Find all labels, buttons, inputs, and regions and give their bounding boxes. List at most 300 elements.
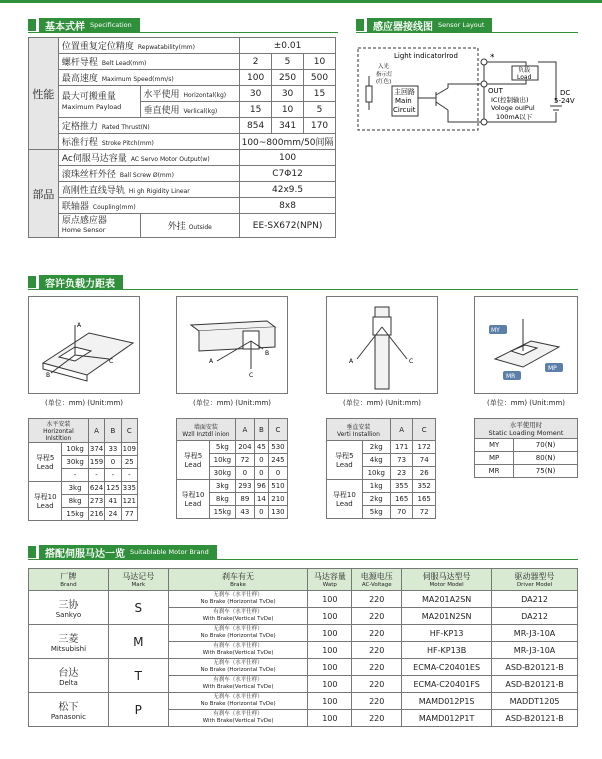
row-label — [58, 214, 140, 238]
row-label — [58, 118, 239, 134]
motor-table — [28, 568, 578, 727]
row-label — [58, 54, 239, 70]
header-rule — [28, 32, 338, 33]
table-row — [29, 693, 578, 710]
unit-note: (单位：mm) (Unit:mm) — [342, 399, 422, 407]
row-label — [58, 134, 239, 150]
parts-group-label: 部品 — [29, 150, 59, 238]
mr-label: MR — [506, 373, 516, 380]
cell: MAMD012P1T — [402, 710, 492, 727]
row-label-zh: 标准行程 — [61, 138, 98, 148]
motor-title-en: Suitablable Motor Brand — [130, 548, 209, 556]
head-en: Wzll Inztdl inion — [182, 430, 230, 438]
table-row — [475, 452, 578, 465]
cell: 26 — [413, 467, 436, 480]
cell: 220 — [352, 608, 402, 625]
col-zh: 刹车有无 — [222, 572, 255, 581]
spec-title — [39, 18, 140, 32]
col-en: AC-Voltage — [361, 582, 392, 588]
table-row — [177, 480, 288, 493]
cell: 159 — [88, 456, 104, 469]
table-row — [29, 443, 138, 456]
row-label-zh: 最大可搬重量 — [61, 91, 116, 102]
dc-label: DC — [560, 89, 571, 97]
cell: 170 — [304, 118, 336, 134]
brand-en: Panasonic — [50, 713, 86, 721]
cell: - — [88, 469, 104, 482]
terminal-gnd-icon — [481, 119, 487, 125]
ic-limit: 100mA以下 — [496, 113, 533, 121]
table-row — [29, 150, 336, 166]
table-row — [29, 198, 336, 214]
head-zh: 水平使用时 — [509, 421, 543, 429]
brake-en: With Brake(Vertical TvDe) — [202, 718, 274, 724]
out-label: OUT — [488, 87, 503, 95]
table-row — [29, 134, 336, 150]
cell: 121 — [121, 495, 137, 508]
mark-cell: S — [108, 591, 168, 625]
table-row — [29, 625, 578, 642]
table-head — [475, 419, 578, 439]
cell: HF-KP13 — [402, 625, 492, 642]
cell: 45 — [254, 441, 268, 454]
sub-label — [140, 86, 240, 102]
lead-zh: 导程10 — [33, 493, 57, 501]
main-circuit-en2: Circuit — [393, 106, 416, 114]
cell: MP — [475, 452, 514, 465]
table-row — [29, 591, 578, 608]
horizontal-install-diagram — [29, 297, 139, 393]
row-label — [58, 38, 239, 54]
cell: MA201N2SN — [402, 608, 492, 625]
col-zh: 厂牌 — [60, 572, 77, 581]
cell: 2kg — [362, 441, 390, 454]
wall-load-table — [176, 418, 288, 519]
cell: 100 — [308, 642, 352, 659]
cell: 10kg — [362, 467, 390, 480]
sub-label-en: Verlical(kg) — [183, 108, 218, 115]
row-value: ±0.01 — [240, 38, 336, 54]
cell: 854 — [240, 118, 272, 134]
brand-zh: 三菱 — [58, 634, 79, 645]
table-row — [475, 439, 578, 452]
cell: 74 — [413, 454, 436, 467]
cell: 3kg — [62, 482, 89, 495]
cell: 165 — [413, 493, 436, 506]
table-row — [29, 659, 578, 676]
brake-cell — [168, 676, 308, 693]
brake-en: With Brake(Vertical TvDe) — [202, 684, 274, 690]
transistor-icon — [418, 84, 484, 122]
row-label-en: Coupling(mm) — [92, 204, 136, 211]
cell: 30kg — [209, 467, 235, 480]
cell: 70(N) — [514, 439, 578, 452]
lead-en: Lead — [36, 463, 54, 471]
sub-label-zh: 水平使用 — [143, 90, 180, 100]
cell: 100 — [308, 625, 352, 642]
lead-zh: 导程5 — [335, 452, 354, 460]
brake-en: No Brake (Horizontal TvDe) — [200, 667, 276, 673]
lead-en: Lead — [184, 461, 202, 469]
head-en: Static Loading Moment — [488, 429, 564, 437]
row-value: C7Φ12 — [240, 166, 336, 182]
brand-cell — [29, 693, 109, 727]
motor-section-header — [28, 544, 578, 560]
cell: 10 — [272, 102, 304, 118]
cell: 100 — [308, 676, 352, 693]
cell: 5kg — [209, 441, 235, 454]
cell: - — [62, 469, 89, 482]
static-moment-table — [474, 418, 578, 478]
sensor-wiring-diagram — [356, 40, 578, 140]
col-zh: 电源电压 — [360, 572, 393, 581]
load-zh: 负载 — [518, 67, 531, 74]
row-label-en: Hi gh Rigidity Linear — [128, 188, 190, 195]
head-zh: 水平安装 — [46, 421, 71, 428]
diagram-vertical — [326, 296, 438, 394]
cell: 220 — [352, 659, 402, 676]
row-label-en: Ball Screw Ø(mm) — [119, 172, 174, 179]
cell: 43 — [235, 506, 254, 519]
cell: 3kg — [209, 480, 235, 493]
cell: 100 — [308, 710, 352, 727]
horizontal-load-table — [28, 418, 138, 521]
col-head: A — [390, 419, 413, 441]
cell: 220 — [352, 693, 402, 710]
brake-en: No Brake (Horizontal TvDe) — [200, 633, 276, 639]
lead-zh: 导程5 — [183, 452, 203, 460]
cell: MAMD012P1S — [402, 693, 492, 710]
brake-en: With Brake(Vertical TvDe) — [202, 650, 274, 656]
row-label — [58, 70, 239, 86]
brand-en: Sankyo — [55, 611, 82, 619]
cell: 341 — [272, 118, 304, 134]
cell: 100 — [308, 659, 352, 676]
table-row — [327, 480, 436, 493]
cell: 0 — [254, 506, 268, 519]
row-label-zh: 最高速度 — [61, 74, 98, 84]
lead-en: Lead — [335, 500, 353, 508]
cell: 220 — [352, 625, 402, 642]
sensor-title-zh: 感应器接线图 — [373, 21, 433, 33]
cell: 220 — [352, 591, 402, 608]
cell: - — [105, 469, 121, 482]
lead-label — [29, 482, 62, 521]
motor-title-zh: 搭配伺服马达一览 — [45, 548, 125, 560]
cell: 130 — [268, 506, 287, 519]
col-head: A — [235, 419, 254, 441]
vertical-load-table — [326, 418, 436, 519]
slider-block — [373, 317, 391, 335]
my-label: MY — [491, 327, 500, 334]
axis-a-label: A — [77, 322, 82, 329]
col-zh: 驱动器型号 — [514, 572, 555, 581]
col-zh: 马达记号 — [122, 572, 155, 581]
cell: 0 — [254, 467, 268, 480]
table-row — [177, 419, 288, 441]
lead-label — [327, 441, 363, 480]
sensor-title — [367, 18, 492, 32]
cell: 30 — [240, 86, 272, 102]
terminal-v-icon — [481, 59, 487, 65]
cell: 216 — [88, 508, 104, 521]
row-label — [58, 182, 239, 198]
mark-cell: P — [108, 693, 168, 727]
cell: 125 — [105, 482, 121, 495]
row-label-en: Rated Thrust(N) — [101, 124, 150, 131]
lead-label — [177, 480, 210, 519]
col-en: Motor Model — [429, 582, 464, 588]
cell: ASD-B20121-B — [492, 676, 578, 693]
cell: 0 — [254, 454, 268, 467]
cell: 624 — [88, 482, 104, 495]
brand-cell — [29, 625, 109, 659]
cell: 4kg — [362, 454, 390, 467]
table-row — [475, 419, 578, 439]
battery-icon — [550, 106, 562, 110]
brand-cell — [29, 591, 109, 625]
table-row — [29, 86, 336, 102]
cell: 96 — [254, 480, 268, 493]
brake-zh: 有刹车（水平仕样） — [213, 609, 263, 615]
sensor-section-header — [356, 17, 578, 33]
led-icon — [366, 86, 372, 102]
brand-zh: 三协 — [58, 600, 79, 611]
cell: 1kg — [362, 480, 390, 493]
brake-en: No Brake (Horizontal TvDe) — [200, 701, 276, 707]
cell: 10kg — [209, 454, 235, 467]
row-label-en: Home Sensor — [61, 225, 106, 234]
table-row — [29, 182, 336, 198]
mark-cell: T — [108, 659, 168, 693]
diagram-horizontal — [28, 296, 140, 394]
table-row — [29, 569, 578, 591]
cell: 355 — [390, 480, 413, 493]
row-value: 100~800mm/50间隔 — [240, 134, 336, 150]
row-value: 100 — [240, 150, 336, 166]
cell: 220 — [352, 642, 402, 659]
cell: 24 — [105, 508, 121, 521]
table-row — [177, 441, 288, 454]
header-marker — [28, 19, 36, 31]
mid-label — [140, 214, 240, 238]
cell: 73 — [390, 454, 413, 467]
head-zh: 垂直安装 — [346, 423, 371, 431]
brake-zh: 无刹车（水平仕样） — [213, 660, 263, 666]
cell: 5kg — [362, 506, 390, 519]
brake-zh: 有刹车（水平仕样） — [213, 711, 263, 717]
main-circuit-zh: 主回路 — [394, 88, 415, 96]
cell: 100 — [308, 693, 352, 710]
dc-voltage: 5-24V — [554, 97, 575, 105]
axis-c-label: C — [249, 372, 254, 379]
spec-section-header — [28, 17, 338, 33]
cell: 15kg — [209, 506, 235, 519]
axis-b-label: B — [265, 350, 270, 357]
unit-note: (单位：mm) (Unit:mm) — [44, 399, 124, 407]
terminal-out-icon — [481, 81, 487, 87]
cell: 109 — [121, 443, 137, 456]
cell: MY — [475, 439, 514, 452]
table-head — [29, 419, 89, 443]
axis-a-label: A — [349, 358, 354, 365]
brake-zh: 有刹车（水平仕样） — [213, 643, 263, 649]
cell: 80(N) — [514, 452, 578, 465]
cell: 100 — [308, 608, 352, 625]
cell: 25 — [121, 456, 137, 469]
wall-install-diagram — [177, 297, 287, 393]
table-row — [29, 38, 336, 54]
col-brake — [168, 569, 308, 591]
indicator-lamp-label: 指示灯 — [376, 72, 393, 78]
brake-cell — [168, 659, 308, 676]
head-en: Horizontal Inlstltion — [43, 428, 74, 442]
col-motor-model — [402, 569, 492, 591]
cell: 10 — [304, 54, 336, 70]
row-label-zh: 原点感应器 — [61, 215, 107, 226]
brand-cell — [29, 659, 109, 693]
cell: MR — [475, 465, 514, 478]
row-value: 8x8 — [240, 198, 336, 214]
table-row — [327, 441, 436, 454]
col-head: B — [254, 419, 268, 441]
brand-en: Delta — [59, 679, 78, 687]
ic-label-en: Vologe ouIPul — [491, 104, 535, 112]
cell: 15 — [240, 102, 272, 118]
load-en: Load — [517, 74, 532, 81]
cell: MADDT1205 — [492, 693, 578, 710]
header-marker — [356, 19, 364, 31]
lead-en: Lead — [36, 502, 54, 510]
cell: MR-J3-10A — [492, 625, 578, 642]
cell: 374 — [88, 443, 104, 456]
row-label-zh: 联轴器 — [61, 202, 89, 212]
light-indicator-label: Light indicatorlrod — [394, 52, 458, 60]
cell: ASD-B20121-B — [492, 710, 578, 727]
row-label-en: Belt Lead(mm) — [101, 60, 147, 67]
star-mark: * — [490, 53, 495, 63]
row-label-en: Stroke Pitch(mm) — [101, 140, 154, 147]
row-label-zh: 螺杆导程 — [61, 58, 98, 68]
row-label-zh: 定格推力 — [61, 122, 98, 132]
cell: - — [121, 469, 137, 482]
cell: 77 — [121, 508, 137, 521]
cell: 8kg — [62, 495, 89, 508]
row-label-en: AC Servo Motor Output(w) — [130, 156, 210, 163]
row-value: EE-SX672(NPN) — [240, 214, 336, 238]
cell: 23 — [390, 467, 413, 480]
cell: 33 — [105, 443, 121, 456]
red-label: (红色) — [376, 79, 392, 85]
cell: 72 — [235, 454, 254, 467]
mid-label-zh: 外挂 — [167, 222, 186, 232]
col-brand — [29, 569, 109, 591]
table-head — [327, 419, 391, 441]
row-label-en: Repwatability(mm) — [137, 44, 195, 51]
col-head: C — [268, 419, 287, 441]
cell: 30 — [272, 86, 304, 102]
row-label-zh: 位置重复定位精度 — [61, 42, 134, 52]
perf-group-label: 性能 — [29, 38, 59, 150]
lead-zh: 导程5 — [35, 454, 55, 462]
cell: ASD-B20121-B — [492, 659, 578, 676]
cell: 204 — [235, 441, 254, 454]
main-circuit-en1: Main — [395, 97, 412, 105]
col-driver-model — [492, 569, 578, 591]
col-voltage — [352, 569, 402, 591]
brake-cell — [168, 642, 308, 659]
brake-cell — [168, 710, 308, 727]
cell: 30kg — [62, 456, 89, 469]
table-row — [29, 482, 138, 495]
cell: 2 — [240, 54, 272, 70]
cell: DA212 — [492, 608, 578, 625]
col-en: Mark — [131, 582, 146, 588]
cell: 5 — [272, 54, 304, 70]
cell: MA201A2SN — [402, 591, 492, 608]
cell: 172 — [413, 441, 436, 454]
cell: 510 — [268, 480, 287, 493]
sensor-title-en: Sensor Layout — [438, 21, 485, 29]
brake-en: No Brake (Horizontal TvDe) — [200, 599, 276, 605]
diagram-moment — [474, 296, 578, 394]
row-label-en: Maximum Payload — [61, 102, 122, 111]
table-row — [29, 214, 336, 238]
col-zh: 伺服马达型号 — [422, 572, 471, 581]
axis-c-label: C — [109, 358, 114, 365]
cell: 500 — [304, 70, 336, 86]
sub-label — [140, 102, 240, 118]
col-head: A — [88, 419, 104, 443]
vertical-install-diagram — [327, 297, 437, 393]
unit-note: (单位：mm) (Unit:mm) — [192, 399, 272, 407]
lead-label — [29, 443, 62, 482]
row-label — [58, 198, 239, 214]
table-row — [29, 419, 138, 443]
header-marker — [28, 276, 36, 288]
mid-label-en: Outside — [188, 224, 212, 231]
brake-cell — [168, 591, 308, 608]
cell: 530 — [268, 441, 287, 454]
lead-zh: 导程10 — [181, 491, 205, 499]
incoming-light-label: 入光 — [378, 64, 390, 70]
col-head: B — [105, 419, 121, 443]
table-row — [29, 70, 336, 86]
col-head: C — [413, 419, 436, 441]
table-head — [177, 419, 236, 441]
head-zh: 墙面安装 — [193, 423, 218, 431]
header-rule — [356, 32, 578, 33]
motor-title — [39, 545, 217, 559]
axis-a-label: A — [209, 358, 214, 365]
cell: 250 — [272, 70, 304, 86]
mark-cell: M — [108, 625, 168, 659]
top-accent-line — [0, 0, 602, 3]
brake-cell — [168, 625, 308, 642]
spec-title-en: Specification — [90, 21, 132, 29]
cell: 89 — [235, 493, 254, 506]
cell: 0 — [105, 456, 121, 469]
col-en: Driver Model — [516, 582, 553, 588]
rail-front — [199, 327, 275, 351]
cell: 14 — [254, 493, 268, 506]
header-rule — [28, 559, 578, 560]
col-mark — [108, 569, 168, 591]
cell: 335 — [121, 482, 137, 495]
row-label-zh: 滚珠丝杆外径 — [61, 170, 116, 180]
lead-en: Lead — [184, 500, 202, 508]
col-en: Watp — [322, 582, 337, 588]
